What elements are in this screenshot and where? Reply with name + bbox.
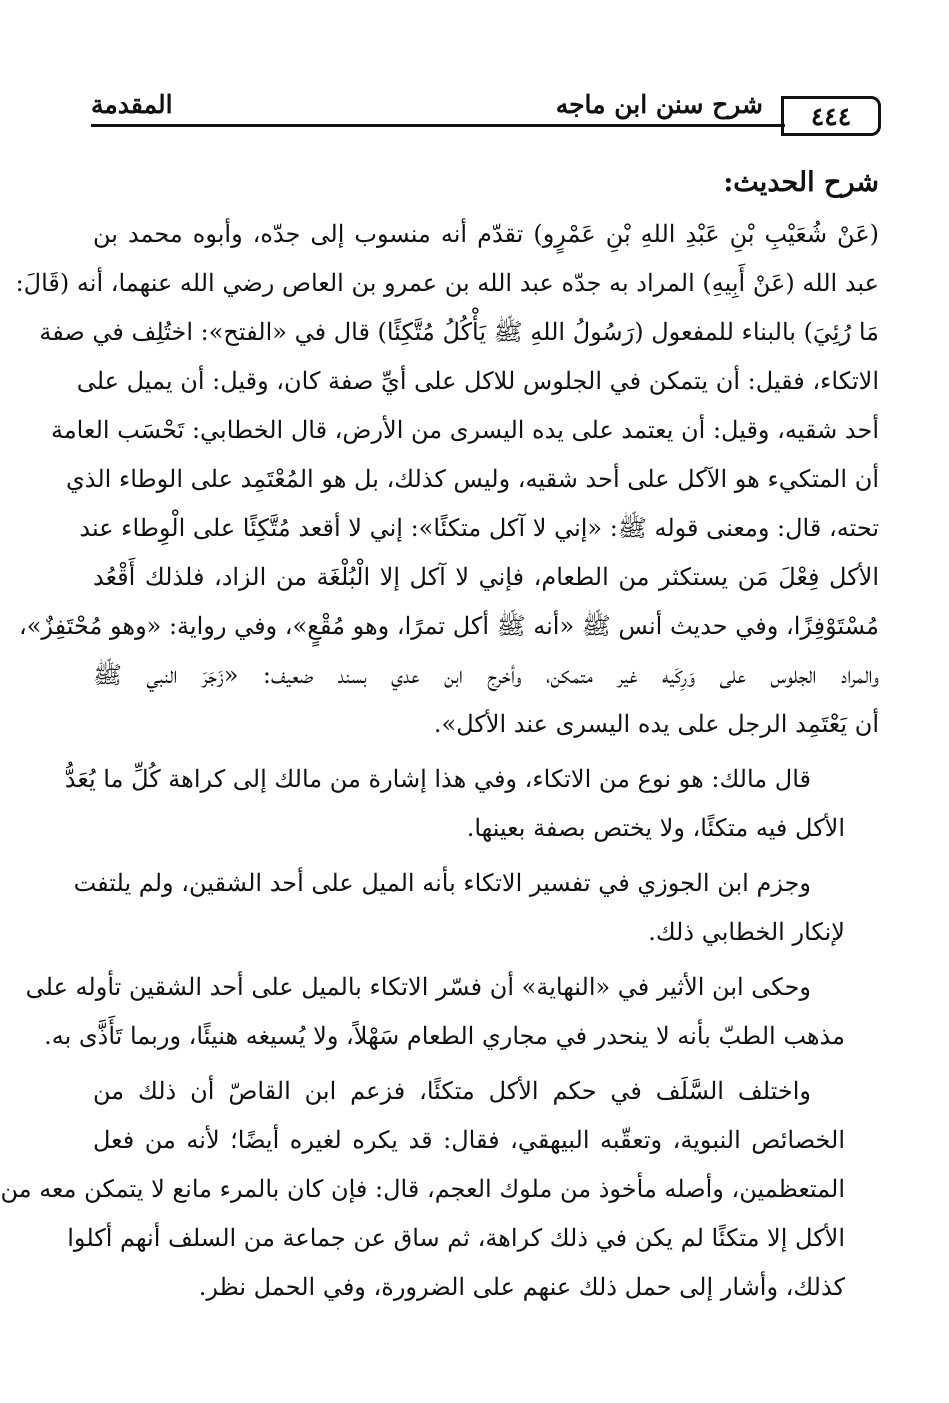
paragraph-5 bbox=[0, 1067, 879, 1312]
text-line: عبد الله (عَنْ أَبِيهِ) المراد به جدّه عبد الله بن عمرو بن العاص رضي الله عنهما، أنه (قَالَ: bbox=[15, 269, 879, 297]
paragraph-3 bbox=[73, 859, 879, 957]
text-line: كذلك، وأشار إلى حمل ذلك عنهم على الضرورة، وفي الحمل نظر. bbox=[198, 1273, 845, 1301]
text-line: الخصائص النبوية، وتعقّبه البيهقي، فقال: قد يكره لغيره أيضًا؛ لأنه من فعل bbox=[93, 1126, 845, 1154]
section-title: المقدمة bbox=[91, 90, 173, 119]
main-text bbox=[0, 160, 879, 1318]
text-line: وجزم ابن الجوزي في تفسير الاتكاء بأنه الميل على أحد الشقين، ولم يلتفت bbox=[73, 869, 811, 897]
text-line: أن يَعْتَمِد الرجل على يده اليسرى عند الأكل». bbox=[433, 710, 879, 738]
book-title: شرح سنن ابن ماجه bbox=[555, 90, 763, 119]
text-line: مذهب الطبّ بأنه لا ينحدر في مجاري الطعام سَهْلاً، ولا يُسيغه هنيئًا، وربما تَأَذَّى به. bbox=[44, 1022, 845, 1050]
paragraph-4 bbox=[25, 963, 879, 1061]
text-line: تحته، قال: ومعنى قوله ﷺ: «إني لا آكل متكئًا»: إني لا أقعد مُتَّكِئًا على الْوِطاء عند bbox=[79, 514, 879, 542]
book-page bbox=[1, 0, 949, 1403]
text-line: الاتكاء، فقيل: أن يتمكن في الجلوس للاكل على أيِّ صفة كان، وقيل: أن يميل على bbox=[76, 367, 879, 395]
text-line: الأكل فِعْلَ مَن يستكثر من الطعام، فإني لا آكل إلا الْبُلْغَة من الزاد، فلذلك أَقْعُد bbox=[93, 563, 879, 591]
text-line: والمراد الجلوس على وَرِكَيه غير متمكن، وأخرج ابن عدي بسند ضعيف: «زَجَرَ النبي ﷺ bbox=[93, 661, 879, 689]
text-line: أحد شقيه، وقيل: أن يعتمد على يده اليسرى من الأرض، قال الخطابي: تَحْسَب العامة bbox=[50, 416, 879, 444]
running-header bbox=[91, 82, 881, 146]
text-line: مَا رُئِيَ) بالبناء للمفعول (رَسُولُ اللهِ ﷺ يَأْكُلُ مُتَّكِئًا) قال في «الفتح»: اختُلِف في صفة bbox=[39, 318, 879, 346]
page-number: ٤٤٤ bbox=[781, 96, 881, 136]
text-line: أن المتكيء هو الآكل على أحد شقيه، وليس كذلك، بل هو المُعْتَمِد على الوطاء الذي bbox=[65, 465, 879, 493]
text-line: وحكى ابن الأثير في «النهاية» أن فسّر الاتكاء بالميل على أحد الشقين تأوله على bbox=[25, 973, 811, 1001]
header-rule bbox=[91, 124, 785, 127]
paragraph-2 bbox=[64, 755, 879, 853]
text-line: مُسْتَوْفِزًا، وفي حديث أنس ﷺ «أنه ﷺ أكل تمرًا، وهو مُقْعٍ»، وفي رواية: «وهو مُحْتَفِزٌ»، bbox=[18, 612, 879, 640]
text-line: الأكل إلا متكئًا لم يكن في ذلك كراهة، ثم ساق عن جماعة من السلف أنهم أكلوا bbox=[67, 1224, 845, 1252]
text-line: واختلف السَّلَف في حكم الأكل متكئًا، فزعم ابن القاصّ أن ذلك من bbox=[93, 1077, 811, 1105]
text-line: (عَنْ شُعَيْبِ بْنِ عَبْدِ اللهِ بْنِ عَمْرٍو) تقدّم أنه منسوب إلى جدّه، وأبوه محمد بن bbox=[93, 220, 879, 248]
paragraph-1 bbox=[15, 210, 879, 749]
text-line: لإنكار الخطابي ذلك. bbox=[648, 918, 845, 946]
hadith-commentary-heading: شرح الحديث: bbox=[723, 167, 879, 198]
text-line: الأكل فيه متكئًا، ولا يختص بصفة بعينها. bbox=[466, 814, 845, 842]
text-line: المتعظمين، وأصله مأخوذ من ملوك العجم، قال: فإن كان بالمرء مانع لا يتمكن معه من bbox=[0, 1175, 845, 1203]
text-line: قال مالك: هو نوع من الاتكاء، وفي هذا إشارة من مالك إلى كراهة كُلِّ ما يُعَدُّ bbox=[64, 765, 811, 793]
